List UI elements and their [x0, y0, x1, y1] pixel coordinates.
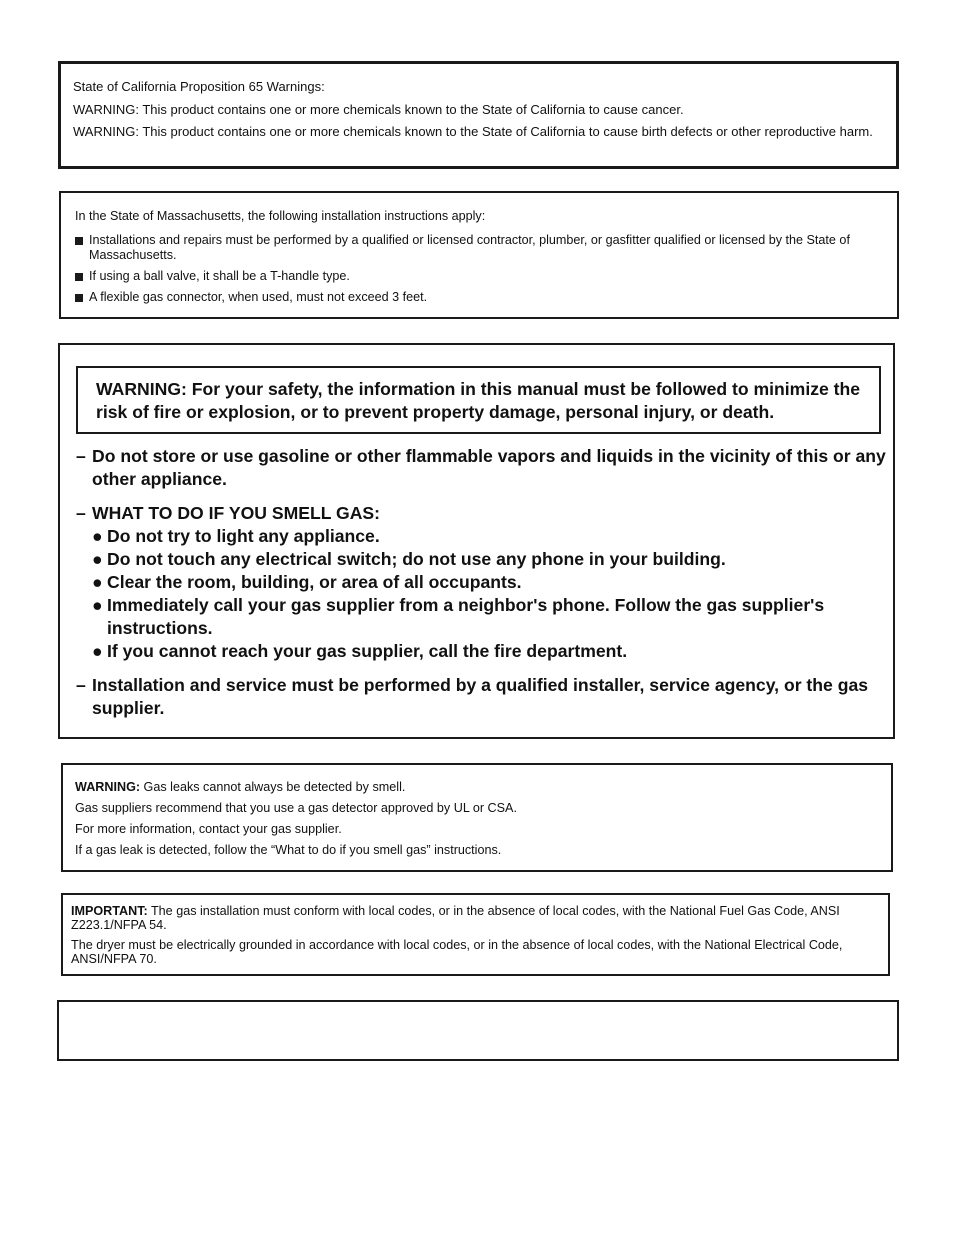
- list-item-text: If you cannot reach your gas supplier, call the fire department.: [107, 641, 628, 661]
- safety-item-text: Installation and service must be performed by a qualified installer, service agency, or the gas supplier.: [92, 675, 869, 718]
- important-notice-box: [61, 893, 890, 976]
- square-bullet-icon: [75, 273, 83, 281]
- important-gas-text: The gas installation must conform with local codes, or in the absence of local codes, with the National Fuel Gas Code, ANSI Z223.1/NFPA 54.: [71, 904, 840, 932]
- bullet-icon: ●: [92, 526, 103, 546]
- important-label: IMPORTANT:: [71, 904, 148, 918]
- massachusetts-instructions-box: [59, 191, 899, 319]
- safety-warning-box: [58, 343, 895, 739]
- safety-warning-body: [76, 445, 886, 731]
- smell-gas-heading: WHAT TO DO IF YOU SMELL GAS:: [92, 503, 381, 523]
- safety-item-flammables: [76, 445, 886, 491]
- dash-icon: –: [76, 503, 86, 523]
- gas-leak-detector-line: Gas suppliers recommend that you use a gas detector approved by UL or CSA.: [75, 800, 517, 815]
- gas-leak-first-line: [75, 780, 879, 796]
- list-item-text: Installations and repairs must be performed by a qualified or licensed contractor, plumber, or gasfitter qualified or licensed by the State of Massachusetts.: [89, 233, 850, 262]
- important-electrical-code: The dryer must be electrically grounded in accordance with local codes, or in the absence of local codes, with the National Electrical Code, ANSI/NFPA 70.: [71, 938, 843, 967]
- list-item: [75, 290, 883, 305]
- prop65-heading: State of California Proposition 65 Warnings:: [73, 79, 325, 94]
- prop65-warning-birth-defects: WARNING: This product contains one or more chemicals known to the State of California to cause birth defects or other reproductive harm.: [73, 124, 873, 139]
- massachusetts-list: [75, 233, 883, 305]
- bullet-icon: ●: [92, 641, 103, 661]
- prop65-warning-cancer: WARNING: This product contains one or more chemicals known to the State of California to cause cancer.: [73, 101, 684, 117]
- gas-leak-instructions-line: If a gas leak is detected, follow the “What to do if you smell gas” instructions.: [75, 842, 502, 857]
- bullet-icon: ●: [92, 572, 103, 592]
- list-item: [92, 548, 886, 571]
- gas-leak-text: Gas leaks cannot always be detected by smell.: [140, 780, 406, 794]
- gas-leak-warning-box: [61, 763, 893, 872]
- important-gas-code: [71, 904, 880, 932]
- safety-warning-header: WARNING: For your safety, the information in this manual must be followed to minimize the risk of fire or explosion, or to prevent property damage, personal injury, or death.: [76, 366, 881, 434]
- smell-gas-steps: [92, 525, 886, 663]
- list-item: [92, 571, 886, 594]
- safety-item-smell-gas: [76, 502, 886, 663]
- list-item: [92, 525, 886, 548]
- bullet-icon: ●: [92, 595, 103, 615]
- list-item-text: Do not try to light any appliance.: [107, 526, 380, 546]
- dash-icon: –: [76, 446, 86, 466]
- list-item: [92, 594, 886, 640]
- list-item-text: A flexible gas connector, when used, must not exceed 3 feet.: [89, 290, 428, 304]
- list-item: [92, 640, 886, 663]
- safety-item-installation: [76, 674, 886, 720]
- list-item: [75, 233, 883, 263]
- dash-icon: –: [76, 675, 86, 695]
- square-bullet-icon: [75, 294, 83, 302]
- list-item-text: Do not touch any electrical switch; do not use any phone in your building.: [107, 549, 726, 569]
- square-bullet-icon: [75, 237, 83, 245]
- warning-label: WARNING:: [75, 780, 141, 794]
- bullet-icon: ●: [92, 549, 103, 569]
- massachusetts-intro: In the State of Massachusetts, the following installation instructions apply:: [75, 209, 486, 223]
- list-item: [75, 269, 883, 284]
- prop65-warning-box: [58, 61, 899, 169]
- list-item-text: If using a ball valve, it shall be a T-handle type.: [89, 269, 350, 283]
- list-item-text: Clear the room, building, or area of all occupants.: [107, 572, 522, 592]
- gas-leak-contact-line: For more information, contact your gas supplier.: [75, 821, 342, 836]
- empty-box: [57, 1000, 899, 1061]
- list-item-text: Immediately call your gas supplier from a neighbor's phone. Follow the gas supplier's instructions.: [107, 595, 825, 638]
- safety-item-text: Do not store or use gasoline or other flammable vapors and liquids in the vicinity of this or any other appliance.: [92, 446, 886, 489]
